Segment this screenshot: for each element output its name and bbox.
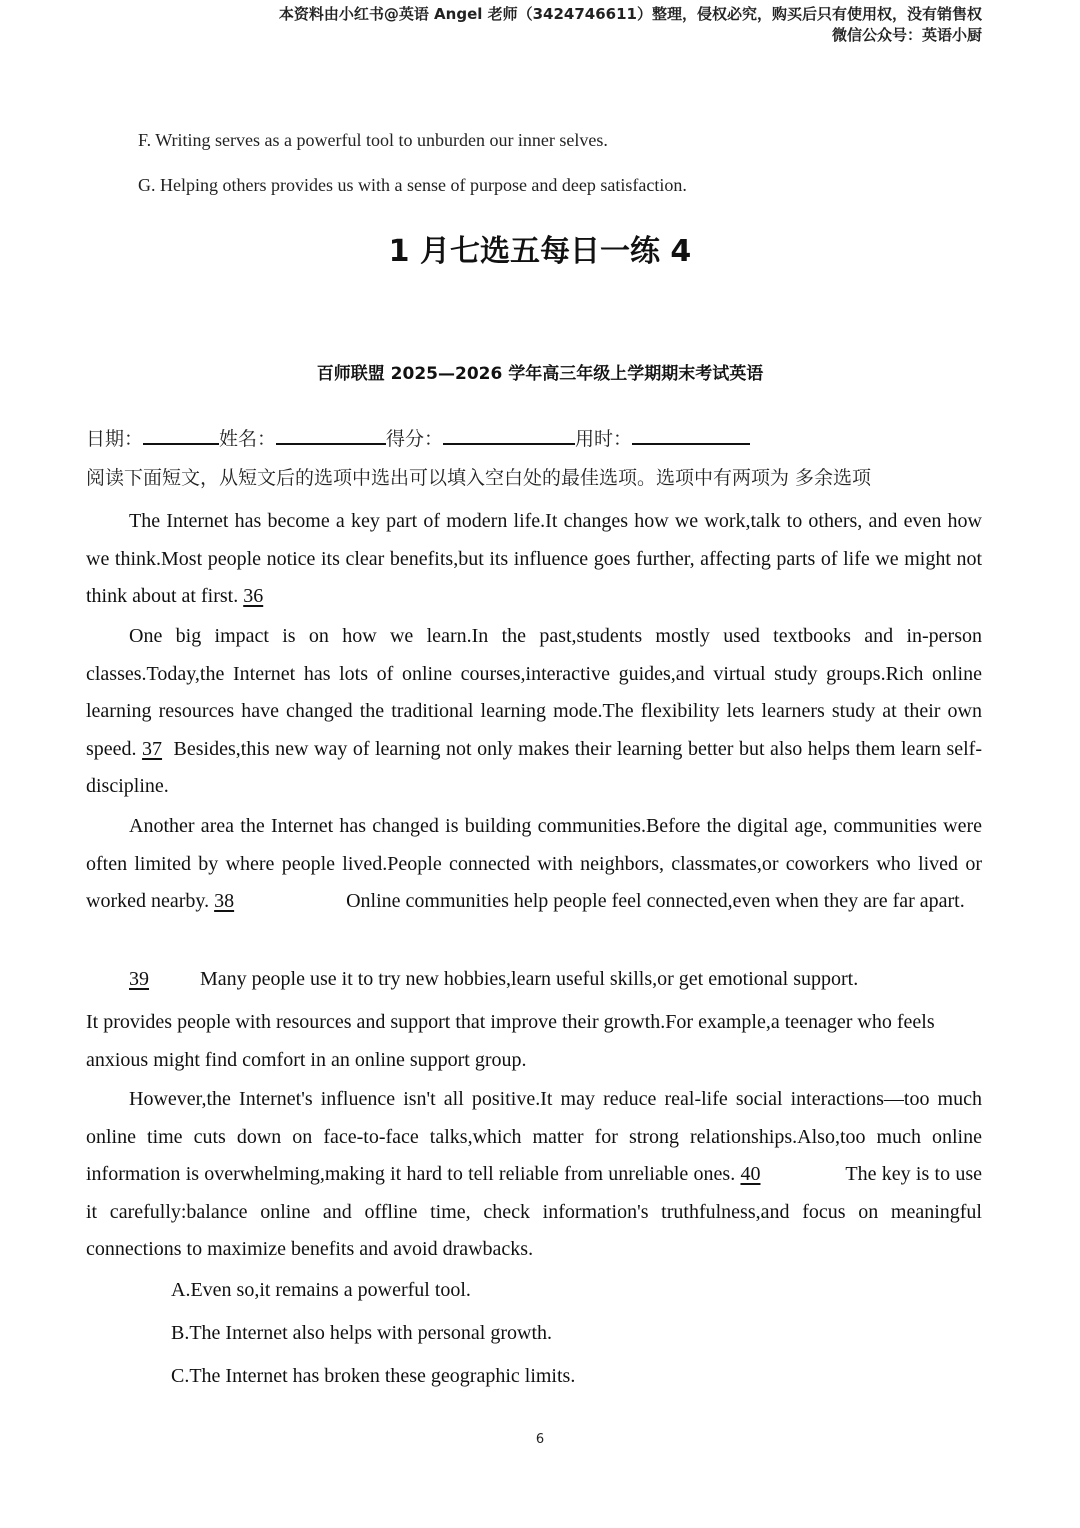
instruction: 阅读下面短文，从短文后的选项中选出可以填入空白处的最佳选项。选项中有两项为 多余选项 xyxy=(86,467,872,489)
name-label: 姓名： xyxy=(219,428,277,450)
paragraph-text: The key is to use it carefully:balance online and offline time, check information's truthfulness,and focus on meaningful connections to maximize benefits and avoid drawbacks. xyxy=(86,1163,983,1260)
paragraph-text: One big impact is on how we learn.In the past,students mostly used textbooks and in-person classes.Today,the Internet has lots of online courses,interactive guides,and virtual study groups.Rich online learning resources have changed the traditional learning mode.The flexibility lets learners study at their own speed. xyxy=(86,625,982,760)
passage-paragraph-2 xyxy=(86,618,982,806)
paragraph-text: The Internet has become a key part of modern life.It changes how we work,talk to others, and even how we think.Most people notice its clear benefits,but its influence goes further, affecting parts of life we might not think about at first. xyxy=(86,510,982,607)
name-blank[interactable] xyxy=(276,425,386,445)
paragraph-text: However,the Internet's influence isn't all positive.It may reduce real-life social interactions—too much online time cuts down on face-to-face talks,which matter for strong relationships.Also,too much online information is overwhelming,making it hard to tell reliable from unreliable ones. xyxy=(86,1088,982,1185)
option-f: F. Writing serves as a powerful tool to unburden our inner selves. xyxy=(138,130,608,150)
wechat-account-line: 微信公众号：英语小厨 xyxy=(831,26,982,44)
exam-title: 百师联盟 2025—2026 学年高三年级上学期期末考试英语 xyxy=(316,364,764,384)
time-blank[interactable] xyxy=(632,425,750,445)
option-a: A.Even so,it remains a powerful tool. xyxy=(171,1279,471,1301)
page-number: 6 xyxy=(535,1432,545,1447)
passage-paragraph-1 xyxy=(86,503,982,616)
score-label: 得分： xyxy=(386,428,444,450)
passage-paragraph-6 xyxy=(86,1081,982,1269)
date-label: 日期： xyxy=(86,428,144,450)
copyright-line: 本资料由小红书@英语 Angel 老师（3424746611）整理，侵权必究，购买后只有使用权，没有销售权 xyxy=(278,5,982,23)
blank-36[interactable]: 36 xyxy=(243,585,264,607)
blank-38[interactable]: 38 xyxy=(214,890,235,912)
paragraph-text: Besides,this new way of learning not only makes their learning better but also helps them learn self-discipline. xyxy=(86,737,982,797)
passage-paragraph-4 xyxy=(86,961,982,999)
copyright-header xyxy=(279,4,982,46)
option-c: C.The Internet has broken these geographic limits. xyxy=(171,1365,576,1387)
blank-40[interactable]: 40 xyxy=(740,1163,761,1185)
blank-39[interactable]: 39 xyxy=(129,968,149,990)
student-info-line xyxy=(86,424,750,451)
option-g: G. Helping others provides us with a sense of purpose and deep satisfaction. xyxy=(138,175,687,195)
date-blank[interactable] xyxy=(143,425,219,445)
paragraph-text: Many people use it to try new hobbies,learn useful skills,or get emotional support. xyxy=(195,968,859,990)
page-title: 1 月七选五每日一练 4 xyxy=(388,234,692,269)
passage-paragraph-3 xyxy=(86,808,982,921)
paragraph-text: Another area the Internet has changed is building communities.Before the digital age, communities were often limited by where people lived.People connected with neighbors, classmates,or coworkers who lived or worked nearby. xyxy=(86,815,982,912)
option-b: B.The Internet also helps with personal growth. xyxy=(171,1322,553,1344)
passage-paragraph-5 xyxy=(86,1004,986,1079)
paragraph-text: It provides people with resources and support that improve their growth.For example,a teenager who feels anxious might find comfort in an online support group. xyxy=(86,1011,935,1071)
time-label: 用时： xyxy=(575,428,633,450)
blank-37[interactable]: 37 xyxy=(142,737,163,760)
score-blank[interactable] xyxy=(443,425,575,445)
paragraph-text: Online communities help people feel connected,even when they are far apart. xyxy=(346,890,965,912)
